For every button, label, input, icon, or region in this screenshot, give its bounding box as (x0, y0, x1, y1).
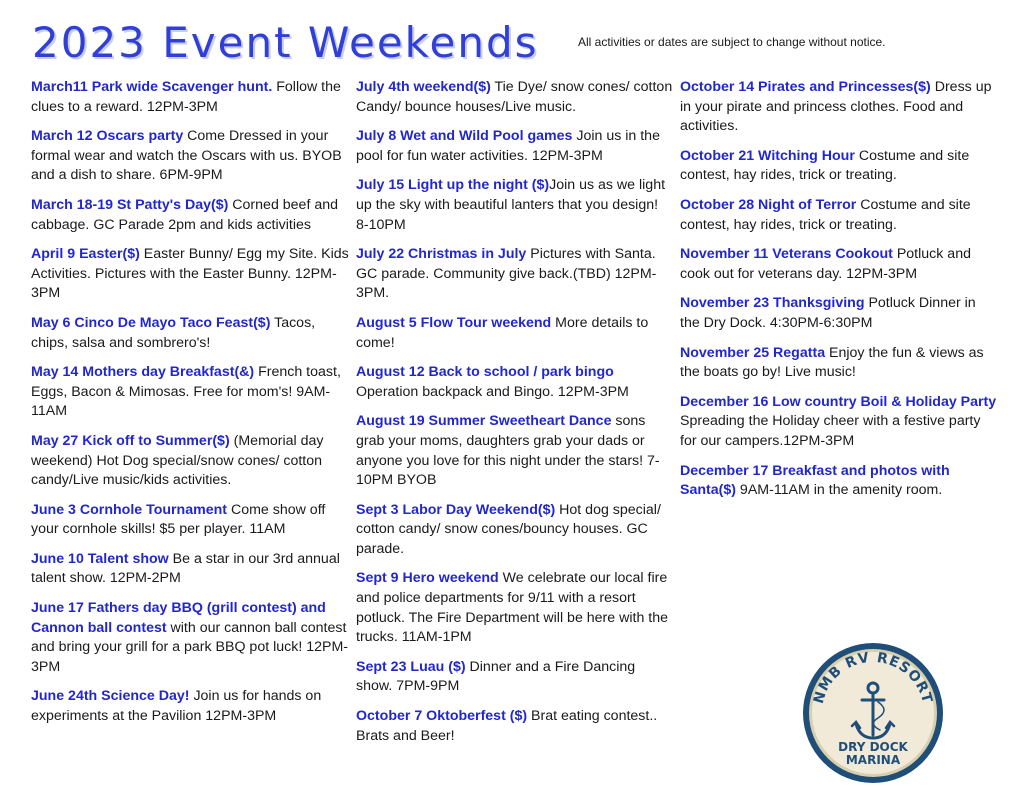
event-title: August 12 Back to school / park bingo (356, 364, 614, 381)
logo-line-2: MARINA (845, 753, 901, 767)
event-item (31, 501, 349, 540)
event-item (680, 344, 998, 383)
event-title: March 12 Oscars party (31, 128, 184, 145)
event-item (680, 462, 998, 501)
event-title: November 25 Regatta (680, 344, 826, 361)
event-description: Follow the clues to a reward. 12PM-3PM (31, 79, 341, 115)
event-description: Dress up in your pirate and princess clothes. Food and activities. (680, 79, 992, 135)
event-title: Sept 3 Labor Day Weekend($) (356, 501, 556, 518)
event-description: More details to come! (356, 314, 649, 351)
event-title: October 14 Pirates and Princesses($) (680, 79, 931, 95)
event-title: Sept 23 Luau ($) (356, 658, 466, 675)
event-description: Easter Bunny/ Egg my Site. Kids Activities. Pictures with the Easter Bunny. 12PM-3PM (31, 246, 349, 302)
events-column-2 (356, 78, 674, 756)
event-item (31, 599, 349, 677)
event-title: Sept 9 Hero weekend (356, 570, 499, 587)
event-description: Come Dressed in your formal wear and watch the Oscars with us. BYOB and a dish to share. 6PM-9PM (31, 128, 342, 184)
page-title: 2023 Event Weekends (32, 18, 539, 67)
event-title: July 4th weekend($) (356, 79, 491, 95)
event-item (356, 127, 674, 166)
event-title: December 17 Breakfast and photos with Santa($) (680, 462, 950, 499)
event-description: Potluck and cook out for veterans day. 12PM-3PM (680, 246, 971, 282)
event-description: Enjoy the fun & views as the boats go by! Live music! (680, 344, 984, 381)
event-description: Brat eating contest.. Brats and Beer! (356, 708, 658, 744)
event-item (356, 569, 674, 647)
event-item (356, 176, 674, 235)
event-description: Costume and site contest, hay rides, trick or treating. (680, 196, 971, 233)
event-title: June 3 Cornhole Tournament (31, 501, 228, 518)
event-item (356, 658, 674, 697)
event-item (356, 245, 674, 304)
event-item (31, 245, 349, 304)
event-title: July 22 Christmas in July (356, 246, 527, 263)
event-item (356, 78, 674, 117)
event-title: November 23 Thanksgiving (680, 295, 865, 312)
event-title: May 14 Mothers day Breakfast(&) (31, 364, 255, 381)
event-title: June 24th Science Day! (31, 688, 190, 705)
event-item (680, 393, 998, 452)
event-item (31, 196, 349, 235)
event-item (356, 501, 674, 560)
event-item (356, 412, 674, 490)
event-item (31, 687, 349, 726)
event-title: March11 Park wide Scavenger hunt. (31, 79, 273, 95)
event-description: sons grab your moms, daughters grab your dads or anyone you love for this night under the stars! 7-10PM BYOB (356, 413, 660, 489)
event-item (31, 432, 349, 491)
event-item (356, 314, 674, 353)
event-description: Potluck Dinner in the Dry Dock. 4:30PM-6:30PM (680, 295, 976, 331)
event-title: August 5 Flow Tour weekend (356, 314, 552, 331)
event-title: October 28 Night of Terror (680, 196, 857, 213)
event-title: May 27 Kick off to Summer($) (31, 432, 230, 449)
event-description: We celebrate our local fire and police departments for 9/11 with a resort potluck. The Fire Department will be here with the trucks. 11AM-1PM (356, 570, 669, 646)
event-title: July 15 Light up the night ($) (356, 177, 550, 194)
event-item (680, 245, 998, 284)
event-title: October 21 Witching Hour (680, 147, 855, 164)
event-description: Costume and site contest, hay rides, trick or treating. (680, 147, 970, 184)
logo-line-1: DRY DOCK (838, 740, 908, 754)
event-description: (Memorial day weekend) Hot Dog special/snow cones/ cotton candy/Live music/kids activities. (31, 432, 324, 489)
event-item (680, 294, 998, 333)
event-item (31, 78, 349, 117)
change-notice: All activities or dates are subject to change without notice. (578, 35, 886, 49)
resort-logo (800, 640, 946, 786)
event-description: with our cannon ball contest and bring your grill for a park BBQ pot luck! 12PM-3PM (31, 619, 348, 675)
event-title: August 19 Summer Sweetheart Dance (356, 413, 612, 430)
event-item (31, 314, 349, 353)
event-description: Join us for hands on experiments at the Pavilion 12PM-3PM (31, 688, 322, 725)
event-item (31, 550, 349, 589)
event-description: Pictures with Santa. GC parade. Community give back.(TBD) 12PM-3PM. (356, 246, 657, 302)
event-title: October 7 Oktoberfest ($) (356, 708, 528, 725)
event-item (680, 147, 998, 186)
event-item (680, 196, 998, 235)
event-title: June 10 Talent show (31, 550, 169, 567)
logo-top-text: NMB RV RESORT (810, 649, 936, 706)
event-item (356, 707, 674, 746)
event-description: Hot dog special/ cotton candy/ snow cones/bouncy houses. GC parade. (356, 501, 661, 557)
events-column-3 (680, 78, 998, 511)
event-description: Be a star in our 3rd annual talent show. 12PM-2PM (31, 550, 340, 587)
event-item (356, 363, 674, 402)
event-title: March 18-19 St Patty's Day($) (31, 196, 229, 213)
event-title: November 11 Veterans Cookout (680, 246, 893, 263)
event-item (680, 78, 998, 137)
event-title: May 6 Cinco De Mayo Taco Feast($) (31, 314, 271, 331)
event-item (31, 127, 349, 186)
event-description: Come show off your cornhole skills! $5 per player. 11AM (31, 501, 326, 538)
event-title: July 8 Wet and Wild Pool games (356, 128, 573, 145)
event-description: Tie Dye/ snow cones/ cotton Candy/ bounce houses/Live music. (356, 79, 673, 115)
event-title: June 17 Fathers day BBQ (grill contest) and Cannon ball contest (31, 600, 326, 636)
event-description: Corned beef and cabbage. GC Parade 2pm and kids activities (31, 196, 339, 233)
event-description: Spreading the Holiday cheer with a festive party for our campers.12PM-3PM (680, 413, 981, 449)
event-description: Join us in the pool for fun water activities. 12PM-3PM (356, 128, 660, 164)
events-column-1 (31, 78, 349, 737)
event-title: April 9 Easter($) (31, 246, 140, 263)
event-description: 9AM-11AM in the amenity room. (735, 482, 943, 499)
event-description: Dinner and a Fire Dancing show. 7PM-9PM (356, 658, 636, 695)
event-description: Tacos, chips, salsa and sombrero's! (31, 314, 316, 351)
event-description: Operation backpack and Bingo. 12PM-3PM (356, 383, 629, 400)
event-description: Join us as we light up the sky with beautiful lanters that you design! 8-10PM (356, 177, 666, 233)
event-description: French toast, Eggs, Bacon & Mimosas. Free for mom's! 9AM-11AM (31, 364, 341, 420)
event-title: December 16 Low country Boil & Holiday Party (680, 393, 997, 410)
event-item (31, 363, 349, 422)
